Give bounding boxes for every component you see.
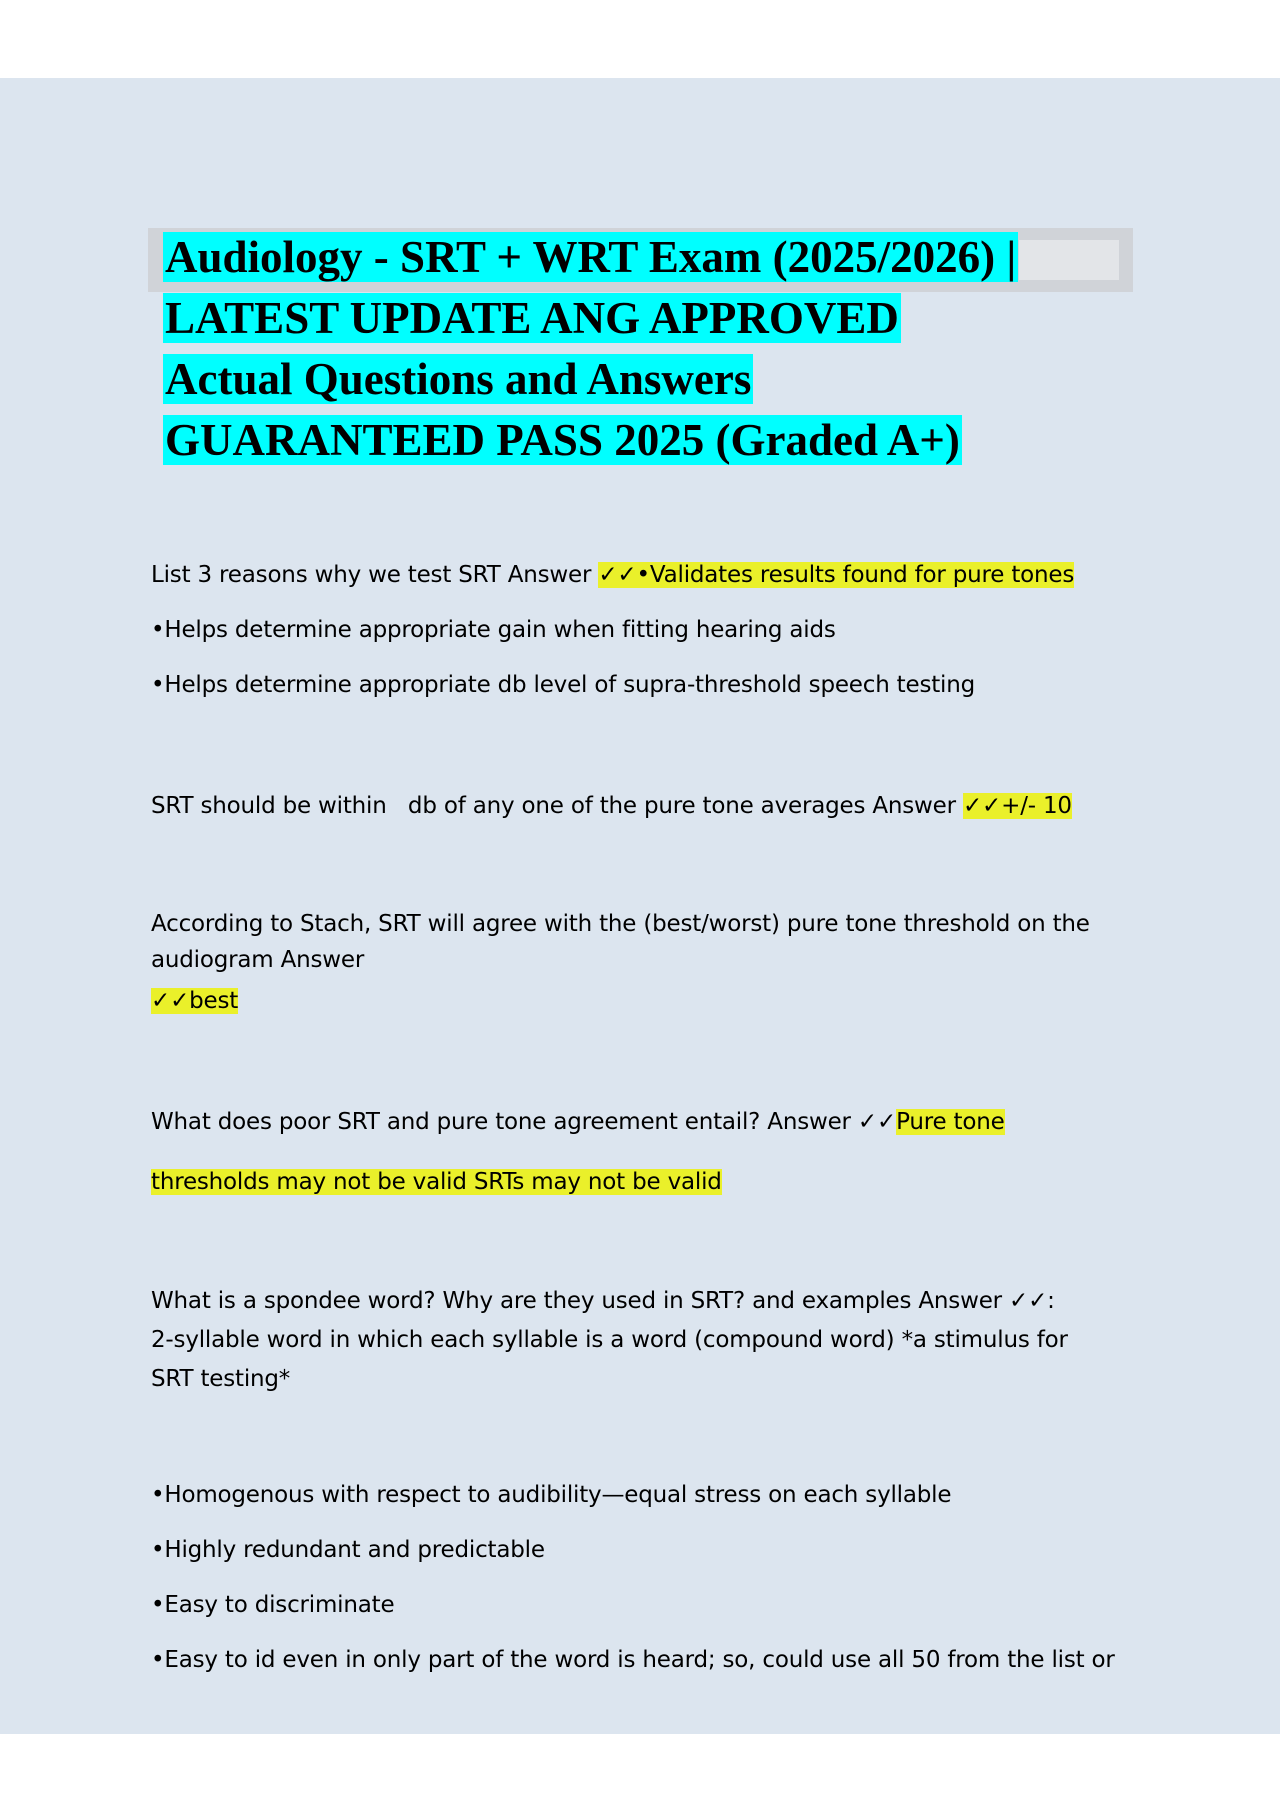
- q5-answer-line-3: SRT testing*: [151, 1366, 291, 1392]
- q3-answer-line: [151, 988, 1151, 1014]
- q2-question-line: [151, 793, 1151, 819]
- q1-answer-highlight: [598, 562, 1074, 588]
- answer-check-icon: ✓✓: [598, 562, 637, 588]
- q3-answer-highlight: [151, 988, 238, 1014]
- q2-answer-highlight: [963, 793, 1072, 819]
- answer-check-icon: ✓✓: [962, 793, 1002, 819]
- q5-bullet: •Easy to discriminate: [151, 1592, 395, 1618]
- q5-bullet: •Highly redundant and predictable: [151, 1537, 545, 1563]
- q1-bullet-2: •Helps determine appropriate gain when fitting hearing aids: [151, 617, 836, 643]
- title-line-1: Audiology - SRT + WRT Exam (2025/2026) |: [165, 232, 1017, 282]
- q1-question: List 3 reasons why we test SRT Answer: [151, 562, 599, 588]
- q5-question: What is a spondee word? Why are they used in SRT? and examples Answer: [151, 1288, 1010, 1314]
- q5-answer-line-2: 2-syllable word in which each syllable is a word (compound word) *a stimulus for: [151, 1327, 1068, 1353]
- q3-question-line-1: According to Stach, SRT will agree with the (best/worst) pure tone threshold on the: [151, 911, 1090, 937]
- q4-answer-line-2: [151, 1169, 1151, 1195]
- q1-question-line: [151, 562, 1151, 588]
- answer-check-icon: ✓✓: [151, 988, 190, 1014]
- document-title: [163, 227, 1163, 471]
- q2-question: SRT should be within db of any one of the pure tone averages Answer: [151, 793, 963, 819]
- title-line-2: LATEST UPDATE ANG APPROVED: [165, 293, 899, 343]
- answer-check-icon: ✓✓: [1009, 1288, 1048, 1314]
- q5-bullet: •Homogenous with respect to audibility—equal stress on each syllable: [151, 1482, 952, 1508]
- q4-question-line: [151, 1109, 1151, 1135]
- answer-check-icon: ✓✓: [857, 1109, 897, 1135]
- title-line-3: Actual Questions and Answers: [165, 354, 752, 404]
- q3-question-line-2: audiogram Answer: [151, 947, 365, 973]
- q5-answer-suffix: :: [1047, 1288, 1055, 1314]
- q4-answer-part2: thresholds may not be valid SRTs may not be valid: [151, 1169, 722, 1195]
- q5-question-line: [151, 1288, 1151, 1314]
- q2-answer: +/- 10: [1001, 793, 1072, 819]
- q1-bullet-3: •Helps determine appropriate db level of supra-threshold speech testing: [151, 672, 976, 698]
- q5-bullet: •Easy to id even in only part of the word is heard; so, could use all 50 from the list or: [151, 1647, 1115, 1673]
- title-line-4: GUARANTEED PASS 2025 (Graded A+): [165, 415, 960, 465]
- q4-question: What does poor SRT and pure tone agreement entail? Answer: [151, 1109, 858, 1135]
- q4-answer-part1: Pure tone: [896, 1109, 1005, 1135]
- q3-answer: best: [189, 988, 239, 1014]
- q1-answer: •Validates results found for pure tones: [636, 562, 1075, 588]
